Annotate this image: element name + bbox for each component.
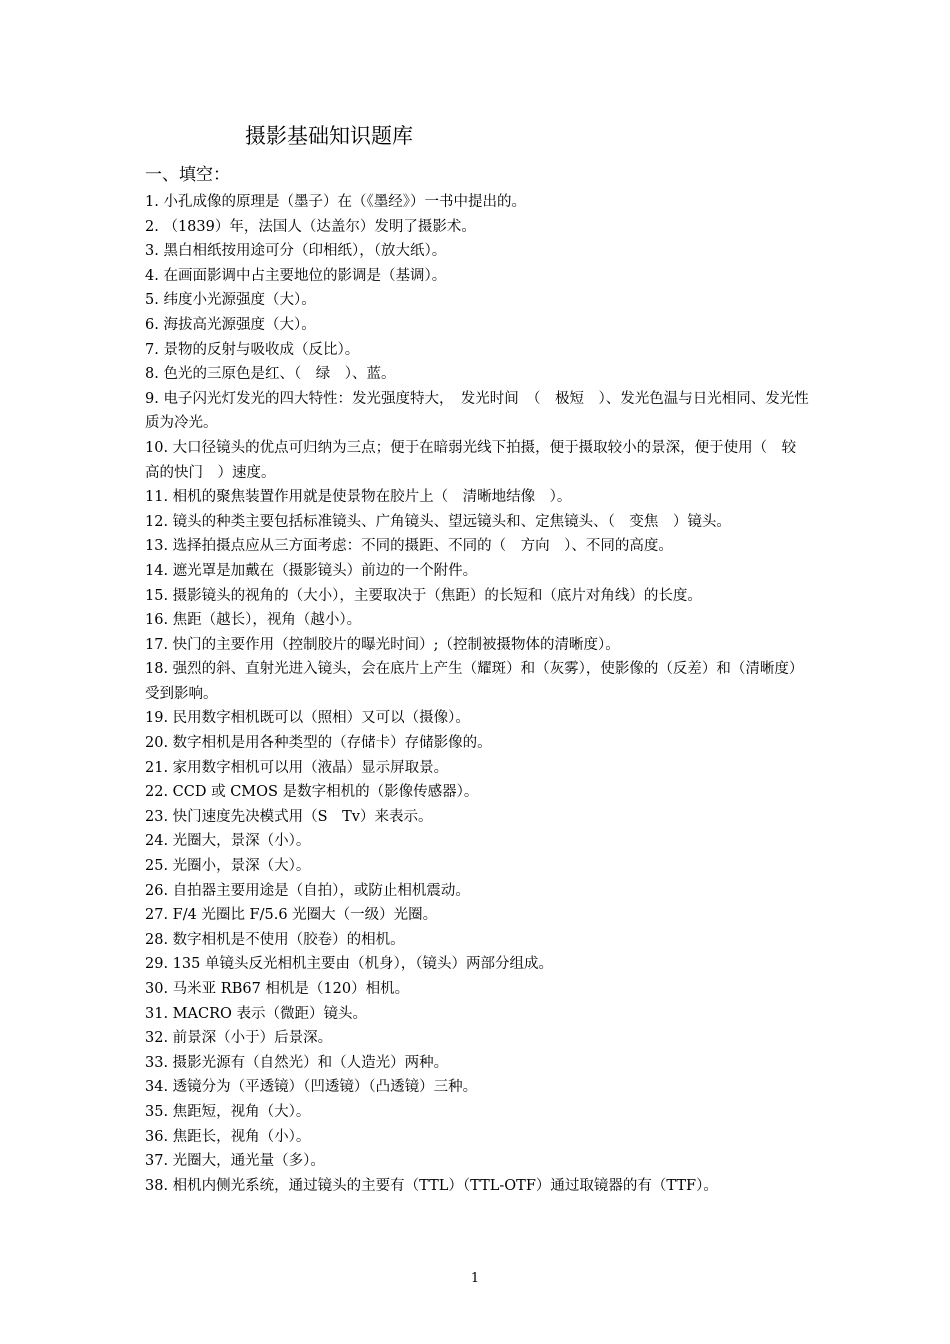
question-item: 23. 快门速度先决模式用（S Tv）来表示。 (145, 808, 433, 825)
question-item: 29. 135 单镜头反光相机主要由（机身），（镜头）两部分组成。 (145, 956, 553, 973)
question-item: 32. 前景深（小于）后景深。 (145, 1030, 333, 1047)
question-item: 12. 镜头的种类主要包括标准镜头、广角镜头、望远镜头和、定焦镜头、（ 变焦 ）镜头。 (145, 513, 731, 530)
question-list (145, 190, 810, 1198)
question-item: 27. F/4 光圈比 F/5.6 光圈大（一级）光圈。 (145, 907, 438, 924)
question-item: 20. 数字相机是用各种类型的（存储卡）存储影像的。 (145, 735, 492, 752)
question-item: 8. 色光的三原色是红、（ 绿 ）、蓝。 (145, 366, 396, 383)
question-item: 24. 光圈大，景深（小）。 (145, 833, 311, 850)
question-item: 21. 家用数字相机可以用（液晶）显示屏取景。 (145, 759, 449, 776)
question-item: 14. 遮光罩是加戴在（摄影镜头）前边的一个附件。 (145, 562, 478, 579)
question-item: 26. 自拍器主要用途是（自拍），或防止相机震动。 (145, 882, 470, 899)
question-item: 3. 黑白相纸按用途可分（印相纸），（放大纸）。 (145, 243, 447, 260)
question-item: 17. 快门的主要作用（控制胶片的曝光时间）;（控制被摄物体的清晰度）。 (145, 636, 620, 653)
question-item: 30. 马米亚 RB67 相机是（120）相机。 (145, 981, 410, 997)
question-item: 25. 光圈小，景深（大）。 (145, 858, 311, 875)
document-title: 摄影基础知识题库 (245, 124, 413, 148)
question-item: 28. 数字相机是不使用（胶卷）的相机。 (145, 931, 405, 948)
question-item: 2. （1839）年，法国人（达盖尔）发明了摄影术。 (145, 218, 476, 235)
question-item: 37. 光圈大，通光量（多）。 (145, 1153, 325, 1170)
question-item: 10. 大口径镜头的优点可归纳为三点；便于在暗弱光线下拍摄，便于摄取较小的景深，便于使用（ 较高的快门 ）速度。 (145, 439, 797, 481)
question-item: 34. 透镜分为（平透镜）（凹透镜）（凸透镜）三种。 (145, 1079, 478, 1096)
page-number: 1 (470, 1271, 480, 1286)
question-item: 19. 民用数字相机既可以（照相）又可以（摄像）。 (145, 710, 470, 727)
question-item: 15. 摄影镜头的视角的（大小），主要取决于（焦距）的长短和（底片对角线）的长度。 (145, 587, 702, 604)
question-item: 1. 小孔成像的原理是（墨子）在（《墨经》）一书中提出的。 (145, 194, 526, 210)
question-item: 11. 相机的聚焦装置作用就是使景物在胶片上（ 清晰地结像 ）。 (145, 489, 572, 506)
question-item: 4. 在画面影调中占主要地位的影调是（基调）。 (145, 267, 447, 284)
question-item: 36. 焦距长，视角（小）。 (145, 1128, 311, 1145)
question-item: 22. CCD 或 CMOS 是数字相机的（影像传感器）。 (145, 784, 479, 801)
question-item: 35. 焦距短，视角（大）。 (145, 1103, 311, 1120)
question-item: 13. 选择拍摄点应从三方面考虑：不同的摄距、不同的（ 方向 ）、不同的高度。 (145, 538, 673, 555)
question-item: 7. 景物的反射与吸收成（反比）。 (145, 341, 360, 358)
question-item: 16. 焦距（越长），视角（越小）。 (145, 612, 362, 629)
question-item: 18. 强烈的斜、直射光进入镜头，会在底片上产生（耀斑）和（灰雾），使影像的（反差）和（清晰度）受到影响。 (145, 661, 804, 702)
question-item: 31. MACRO 表示（微距）镜头。 (145, 1005, 367, 1022)
question-item: 9. 电子闪光灯发光的四大特性：发光强度特大， 发光时间 （ 极短 ）、发光色温与日光相同、发光性质为冷光。 (145, 390, 809, 432)
section-heading: 一、填空： (145, 165, 230, 185)
question-item: 33. 摄影光源有（自然光）和（人造光）两种。 (145, 1054, 449, 1071)
question-item: 6. 海拔高光源强度（大）。 (145, 316, 316, 333)
question-item: 38. 相机内侧光系统，通过镜头的主要有（TTL）（TTL-OTF）通过取镜器的有（TTF）。 (145, 1177, 718, 1194)
question-item: 5. 纬度小光源强度（大）。 (145, 292, 316, 309)
